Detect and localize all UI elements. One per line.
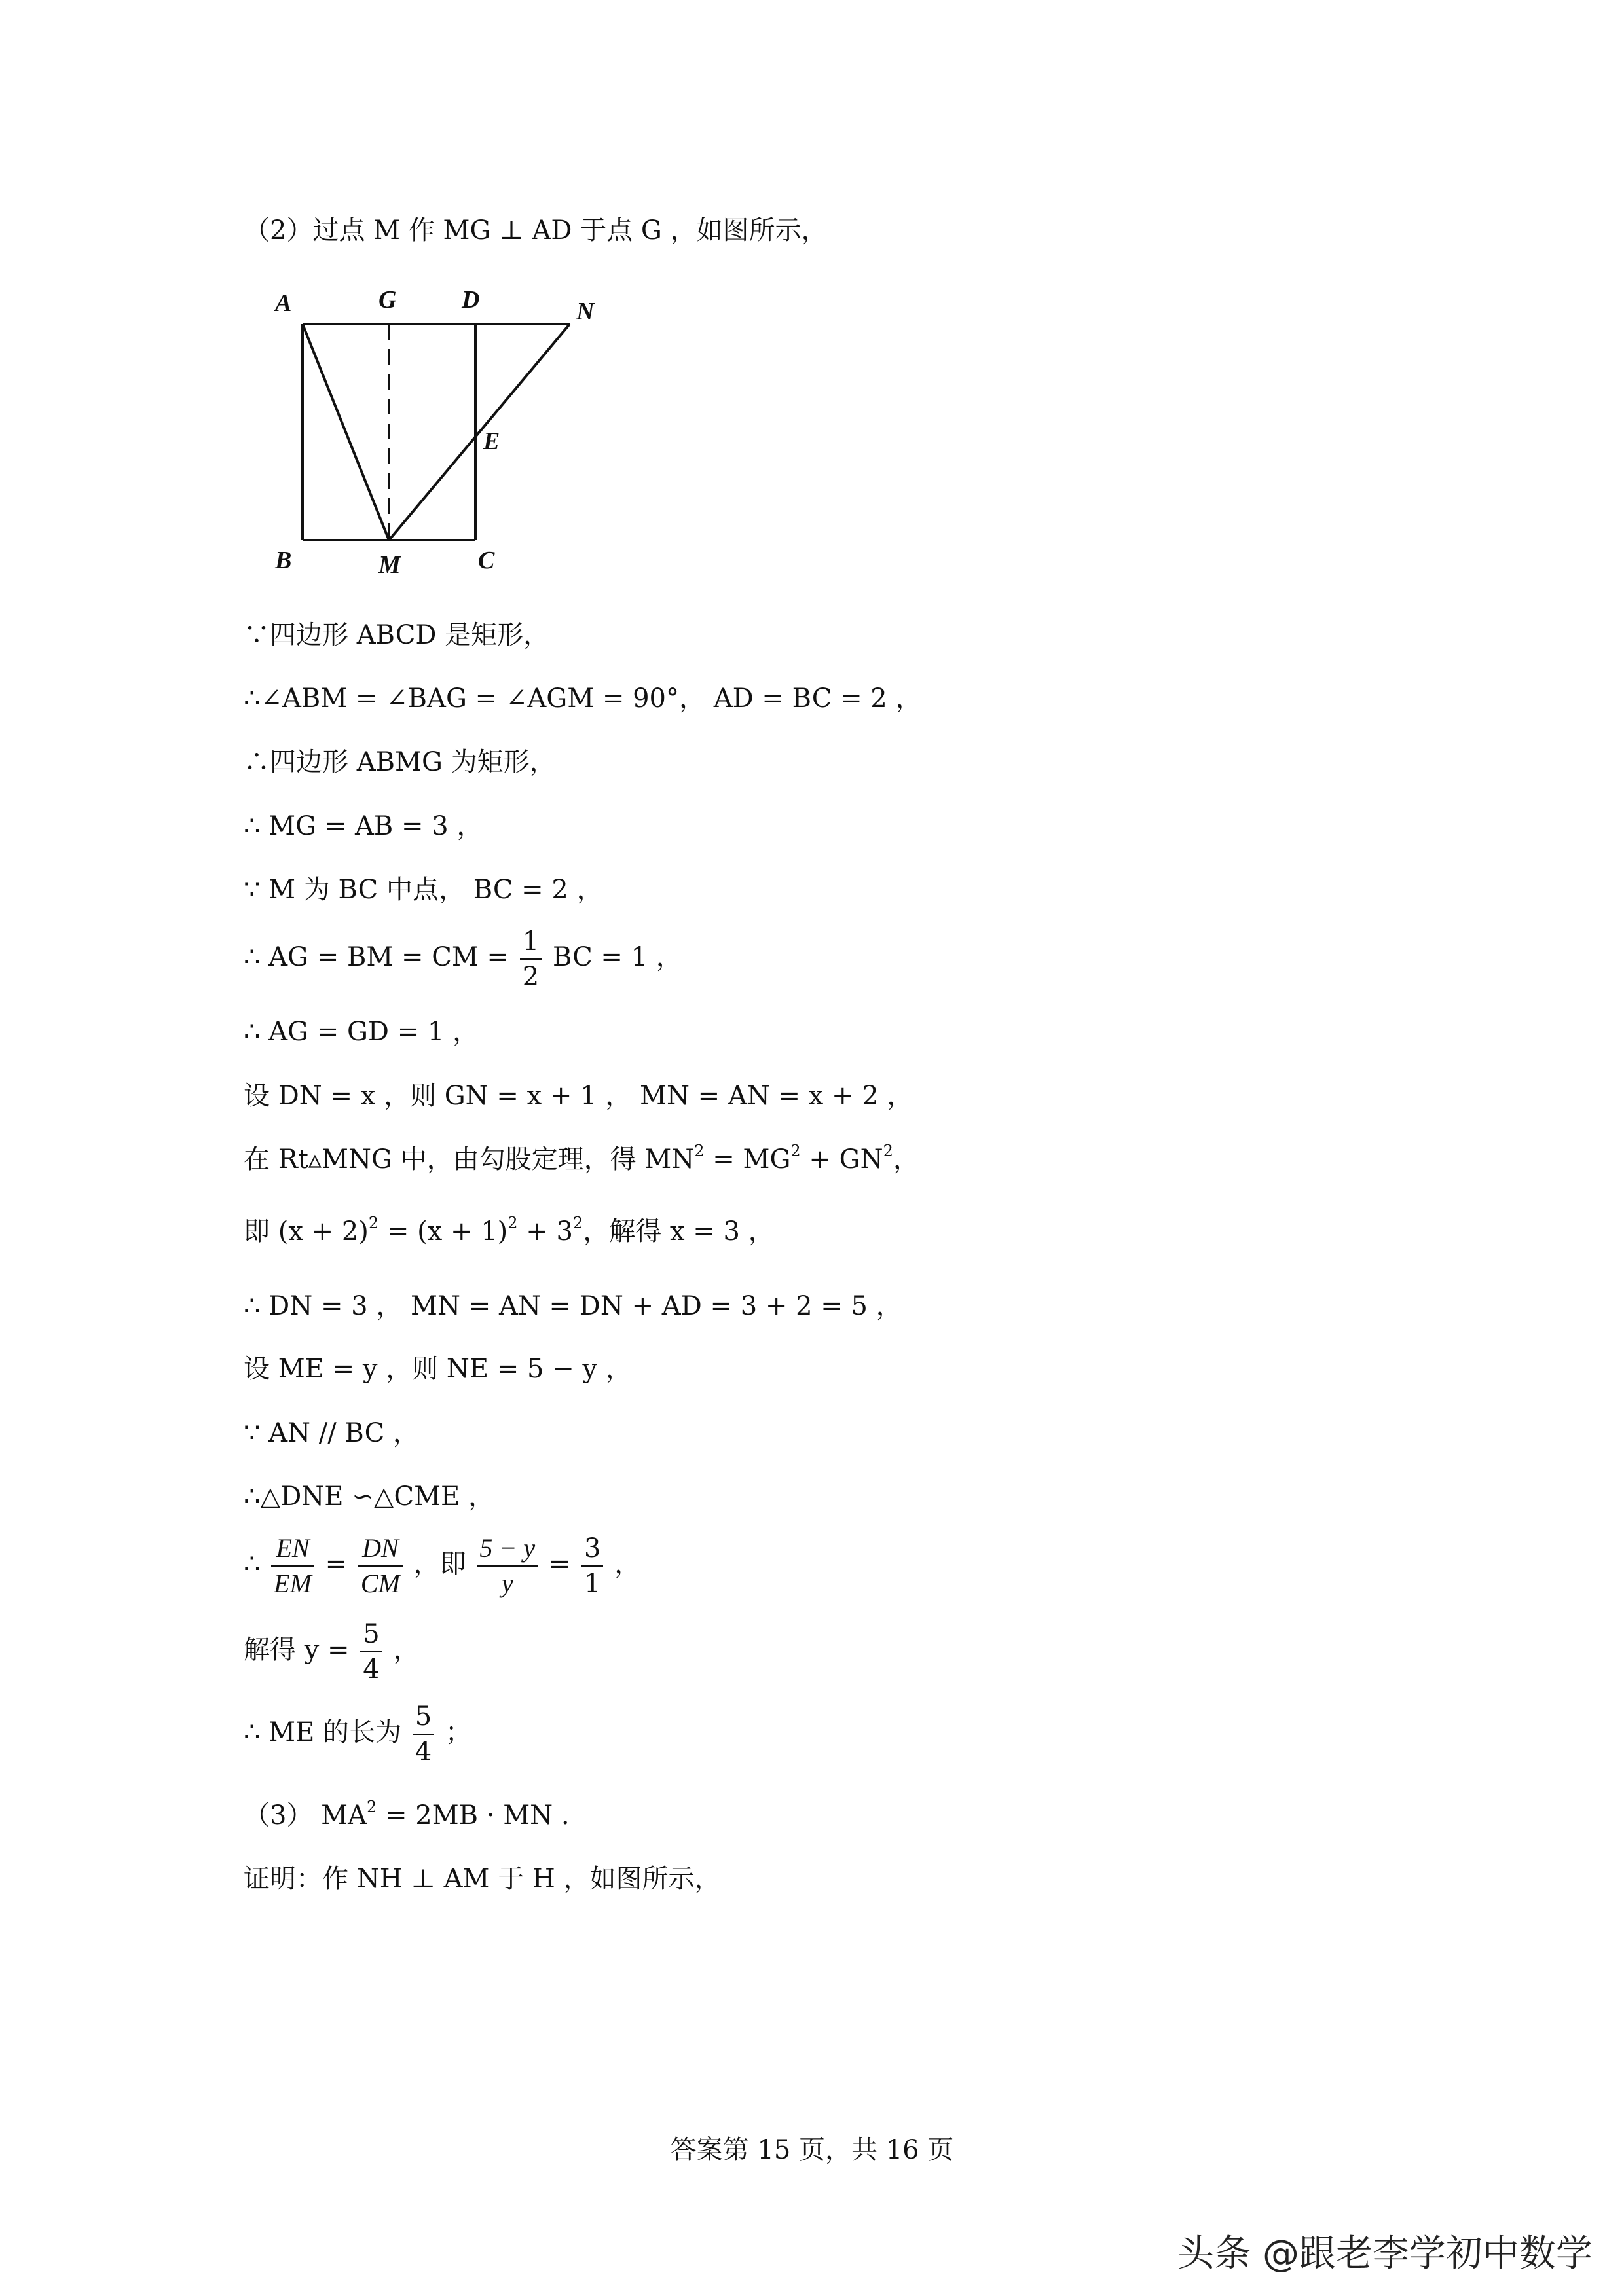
solution-part3-claim: （3） $MA^2 = 2MB$ · MN .: [244, 1798, 570, 1831]
fraction: $\frac{1}{2}$: [520, 928, 542, 990]
label-B: B: [275, 547, 292, 574]
statement-line: ∴四边形 ABMG 为矩形，: [244, 747, 556, 777]
fraction: $\frac{3}{1}$: [581, 1535, 603, 1597]
statement-line-proportion: ∴ $\frac{EN}{EM}$ = $\frac{DN}{CM}$ ，即 $\frac{5 - y}{y}$ = $\frac{3}{1}$ ，: [244, 1533, 641, 1599]
label-E: E: [483, 428, 500, 455]
segment-AM: [303, 324, 389, 540]
label-N: N: [576, 298, 595, 325]
statement-line-solve: 解得 y = $\frac{5}{4}$ ，: [244, 1619, 420, 1685]
solution-part2-intro: （2）过点 M 作 MG ⊥ AD 于点 G ，如图所示，: [244, 215, 828, 246]
fraction: $\frac{5 - y}{y}$: [477, 1535, 538, 1597]
statement-line-equation: 即 $(x + 2)^2 = (x + 1)^2 + 3^2$，解得 x = 3 ，: [244, 1214, 775, 1247]
statement-line: ∵ AN // BC ，: [244, 1418, 419, 1448]
fraction: $\frac{5}{4}$: [413, 1704, 434, 1765]
geometry-figure: [262, 282, 629, 583]
statement-line: ∴ MG = AB = 3 ，: [244, 811, 483, 841]
statement-line: ∴△DNE ∽△CME ，: [244, 1482, 494, 1512]
watermark: 头条 @跟老李学初中数学: [1177, 2232, 1593, 2275]
fraction: $\frac{5}{4}$: [360, 1621, 382, 1683]
page-footer: 答案第 15 页，共 16 页: [670, 2135, 954, 2165]
segment-MN: [389, 324, 570, 540]
statement-line: 设 ME = y ，则 NE = 5 − y ，: [244, 1354, 632, 1384]
statement-line-pythagoras: 在 Rt▵MNG 中，由勾股定理，得 $MN^2 = MG^2 + GN^2$，: [244, 1142, 919, 1175]
statement-line: ∵ M 为 BC 中点， BC = 2 ，: [244, 875, 603, 905]
statement-line: ∴ AG = GD = 1 ，: [244, 1017, 479, 1047]
fraction: $\frac{EN}{EM}$: [271, 1535, 314, 1597]
statement-line-fraction: ∴ AG = BM = CM = $\frac{1}{2}$ BC = 1 ，: [244, 926, 682, 992]
fraction: $\frac{DN}{CM}$: [358, 1535, 403, 1597]
solution-part3-proof-intro: 证明：作 NH ⊥ AM 于 H ，如图所示，: [244, 1864, 721, 1894]
statement-line-result: ∴ ME 的长为 $\frac{5}{4}$ ；: [244, 1702, 471, 1767]
label-A: A: [275, 289, 292, 317]
statement-line: 设 DN = x ，则 GN = x + 1 ， MN = AN = x + 2 ，: [244, 1081, 913, 1111]
label-G: G: [378, 286, 397, 314]
statement-line: ∴∠ABM = ∠BAG = ∠AGM = 90°， AD = BC = 2 ，: [244, 683, 922, 714]
label-D: D: [462, 286, 480, 314]
label-C: C: [478, 547, 495, 574]
statement-line: ∴ DN = 3 ， MN = AN = DN + AD = 3 + 2 = 5 ，: [244, 1291, 902, 1321]
label-M: M: [378, 551, 401, 579]
statement-line: ∵四边形 ABCD 是矩形，: [244, 620, 550, 650]
